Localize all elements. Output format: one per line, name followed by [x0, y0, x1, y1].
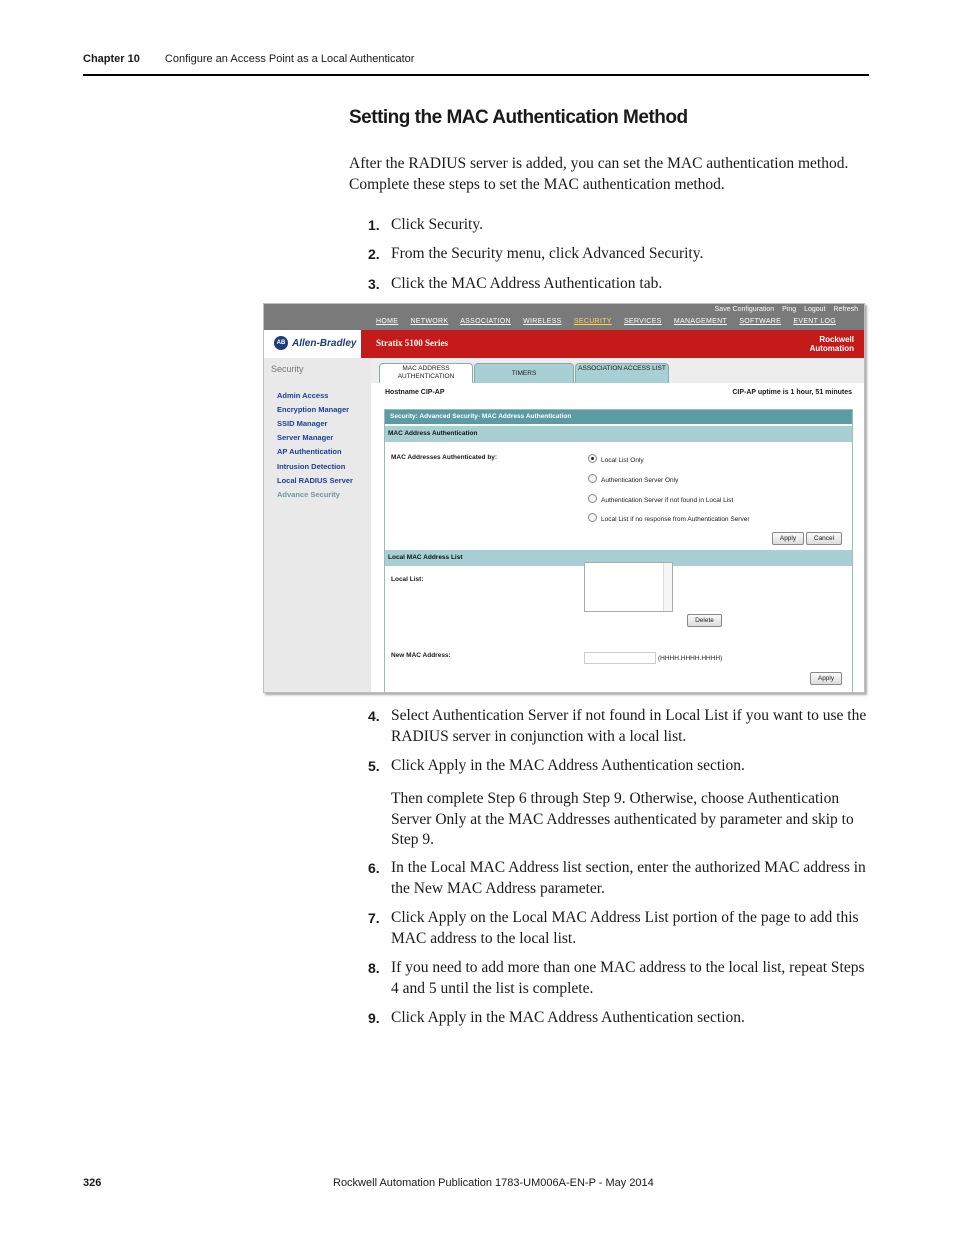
intro-paragraph: After the RADIUS server is added, you can set the MAC authentication method. Complete these steps to set the MAC authentication method. — [349, 155, 849, 193]
save-configuration-link[interactable]: Save Configuration — [714, 306, 775, 313]
nav-wireless[interactable]: WIRELESS — [523, 318, 562, 325]
nav-management[interactable]: MANAGEMENT — [673, 318, 728, 325]
panel-title: Security: Advanced Security- MAC Address Authentication — [385, 410, 852, 424]
sidebar-item-local-radius-server[interactable]: Local RADIUS Server — [277, 476, 353, 485]
radio-selected-icon[interactable] — [588, 454, 597, 463]
step-2: 2. From the Security menu, click Advanced Security. — [368, 245, 704, 262]
nav-services[interactable]: SERVICES — [623, 318, 662, 325]
listbox-scrollbar[interactable] — [663, 563, 672, 611]
mac-auth-section-header: MAC Address Authentication — [385, 426, 852, 442]
sidebar-item-admin-access[interactable]: Admin Access — [277, 391, 329, 400]
header-rule — [83, 74, 869, 76]
content-area — [371, 383, 864, 692]
rockwell-logo: Rockwell Automation — [809, 335, 854, 353]
top-links — [709, 306, 858, 313]
radio-icon[interactable] — [588, 474, 597, 483]
step-6: 6. In the Local MAC Address list section, enter the authorized MAC address in the New MAC Address parameter. — [368, 859, 866, 897]
step-8: 8. If you need to add more than one MAC address to the local list, repeat Steps 4 and 5 until the list is complete. — [368, 959, 865, 997]
step-1: 1. Click Security. — [368, 216, 483, 233]
radio-authentication-server-only[interactable]: Authentication Server Only — [588, 474, 678, 484]
mac-auth-panel — [384, 409, 853, 693]
page-number: 326 — [83, 1177, 102, 1189]
nav-association[interactable]: ASSOCIATION — [460, 318, 511, 325]
nav-network[interactable]: NETWORK — [410, 318, 449, 325]
refresh-link[interactable]: Refresh — [833, 306, 858, 313]
product-banner — [361, 330, 864, 358]
logout-link[interactable]: Logout — [804, 306, 826, 313]
running-header — [83, 53, 414, 65]
sidebar-item-ap-authentication[interactable]: AP Authentication — [277, 447, 342, 456]
step-note: Then complete Step 6 through Step 9. Otherwise, choose Authentication Server Only at the MAC Addresses authenticated by parameter and skip to Step 9. — [391, 790, 854, 848]
local-list-label: Local List: — [391, 576, 424, 583]
new-mac-label: New MAC Address: — [391, 652, 451, 659]
allen-bradley-logo — [264, 330, 361, 358]
series-title: Stratix 5100 Series — [376, 338, 448, 348]
chapter-label: Chapter 10 — [83, 53, 140, 65]
nav-security[interactable]: SECURITY — [573, 318, 612, 325]
web-ui-screenshot — [263, 303, 865, 693]
uptime: CIP-AP uptime is 1 hour, 51 minutes — [732, 389, 852, 396]
mac-format-hint: (HHHH.HHHH.HHHH) — [658, 655, 723, 662]
nav-home[interactable]: HOME — [376, 318, 399, 325]
step-5: 5. Click Apply in the MAC Address Authentication section. — [368, 757, 745, 774]
nav-event-log[interactable]: EVENT LOG — [793, 318, 837, 325]
radio-local-list-only[interactable]: Local List Only — [588, 454, 644, 464]
sidebar-item-ssid-manager[interactable]: SSID Manager — [277, 419, 328, 428]
ping-link[interactable]: Ping — [782, 306, 797, 313]
radio-server-if-not-in-list[interactable]: Authentication Server if not found in Local List — [588, 494, 733, 504]
publication-id: Rockwell Automation Publication 1783-UM006A-EN-P - May 2014 — [333, 1177, 654, 1189]
nav-software[interactable]: SOFTWARE — [739, 318, 782, 325]
sidebar-title: Security — [271, 364, 304, 374]
brand-name: Allen-Bradley — [292, 338, 357, 349]
sidebar-item-encryption-manager[interactable]: Encryption Manager — [277, 405, 350, 414]
sidebar-item-advance-security[interactable]: Advance Security — [277, 490, 340, 499]
step-3: 3. Click the MAC Address Authentication tab. — [368, 275, 663, 292]
section-title: Setting the MAC Authentication Method — [349, 107, 688, 128]
apply-button[interactable]: Apply — [772, 532, 804, 545]
sidebar-item-server-manager[interactable]: Server Manager — [277, 433, 334, 442]
mac-auth-by-label: MAC Addresses Authenticated by: — [391, 454, 498, 461]
tab-association-access-list[interactable]: ASSOCIATION ACCESS LIST — [575, 363, 669, 384]
new-mac-input[interactable] — [584, 652, 656, 664]
local-list-section-header: Local MAC Address List — [385, 550, 852, 566]
cancel-button[interactable]: Cancel — [806, 532, 842, 545]
step-4: 4. Select Authentication Server if not found in Local List if you want to use the RADIUS server in conjunction with a local list. — [368, 707, 867, 745]
tab-timers[interactable]: TIMERS — [474, 363, 574, 383]
chapter-title: Configure an Access Point as a Local Authenticator — [164, 53, 415, 65]
step-9: 9. Click Apply in the MAC Address Authentication section. — [368, 1009, 745, 1026]
main-nav — [376, 318, 846, 325]
delete-button[interactable]: Delete — [687, 614, 722, 627]
step-7: 7. Click Apply on the Local MAC Address List portion of the page to add this MAC address to the local list. — [368, 909, 859, 947]
sidebar-item-intrusion-detection[interactable]: Intrusion Detection — [277, 462, 346, 471]
tab-mac-address-authentication[interactable]: MAC ADDRESS AUTHENTICATION — [379, 363, 473, 386]
ab-badge-icon: AB — [274, 336, 288, 350]
security-sidebar — [264, 358, 371, 692]
radio-list-if-no-server-response[interactable]: Local List if no response from Authentication Server — [588, 513, 750, 523]
radio-icon[interactable] — [588, 494, 597, 503]
radio-icon[interactable] — [588, 513, 597, 522]
local-mac-listbox[interactable] — [584, 562, 673, 612]
hostname: Hostname CIP-AP — [385, 389, 445, 396]
apply-mac-button[interactable]: Apply — [810, 672, 842, 685]
top-bar — [264, 304, 864, 330]
